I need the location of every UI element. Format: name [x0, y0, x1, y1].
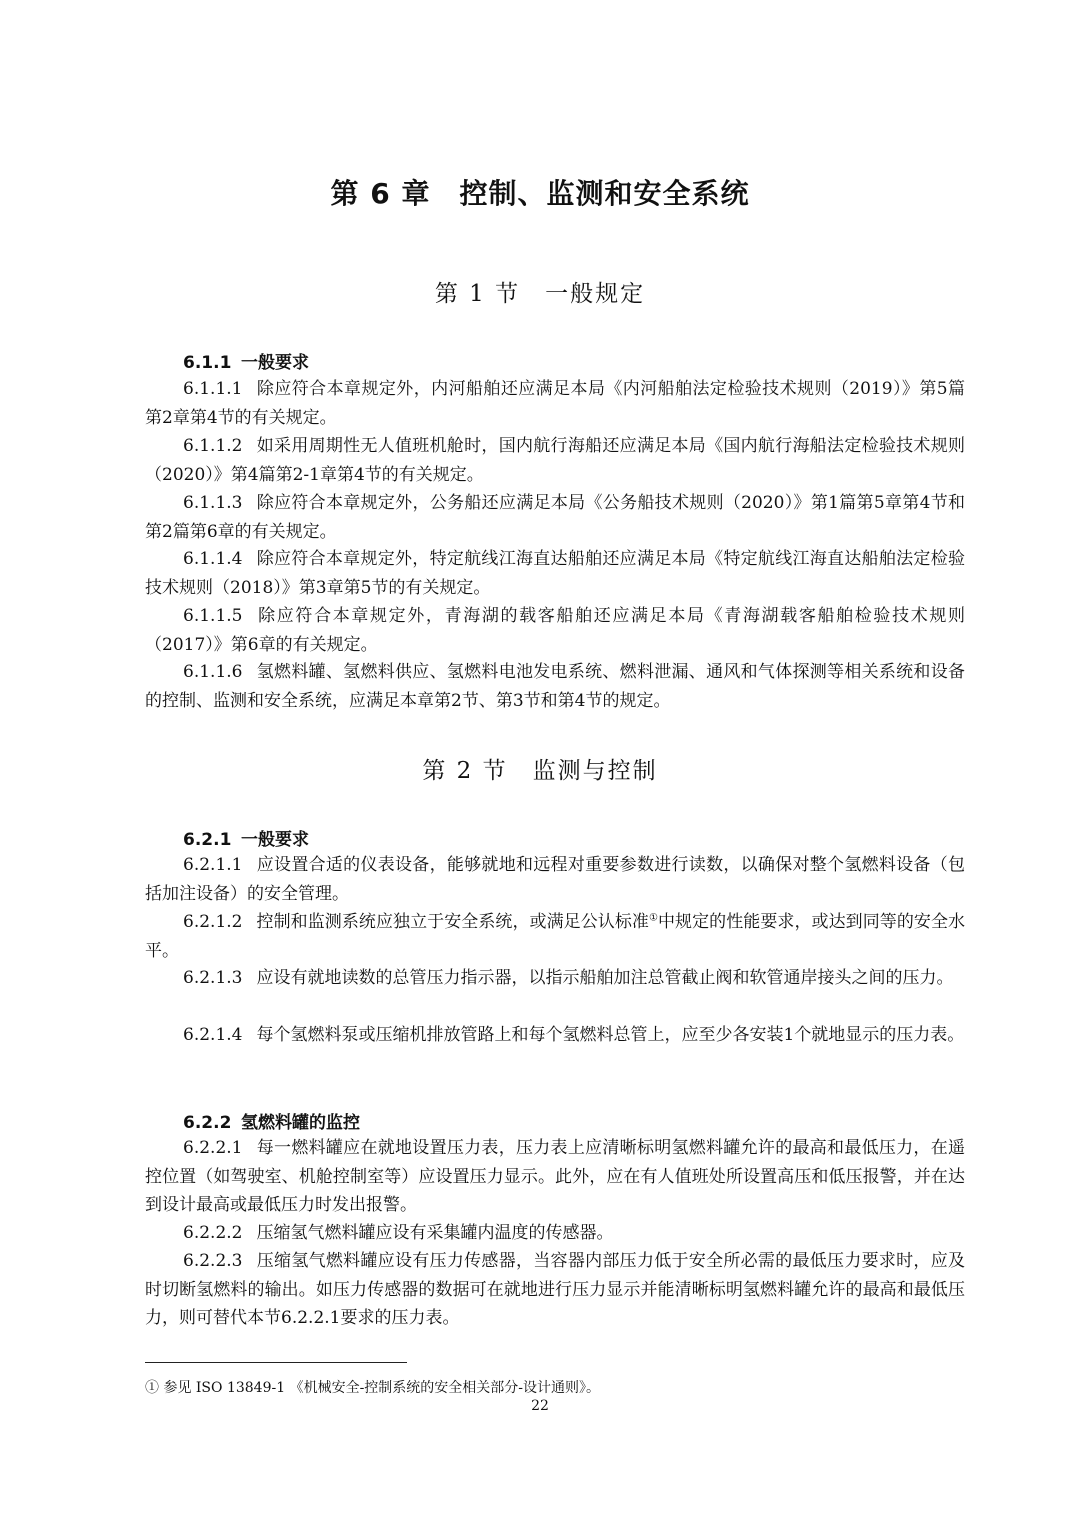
- subsection-number: 6.1.1: [183, 353, 232, 373]
- section-title: 第 1 节 一般规定: [434, 281, 646, 307]
- clause-paragraph: [145, 1247, 965, 1333]
- footnote-divider: [145, 1362, 407, 1363]
- clause-text: 氢燃料罐、氢燃料供应、氢燃料电池发电系统、燃料泄漏、通风和气体探测等相关系统和设备的控制、监测和安全系统，应满足本章第2节、第3节和第4节的规定。: [145, 662, 965, 711]
- clause-paragraph: [145, 1219, 965, 1248]
- clause-paragraph: [145, 602, 965, 659]
- clause-text: 压缩氢气燃料罐应设有采集罐内温度的传感器。: [256, 1223, 614, 1243]
- clause-paragraph: [145, 851, 965, 908]
- clause-paragraph: [145, 908, 965, 965]
- clause-text: 除应符合本章规定外，特定航线江海直达船舶还应满足本局《特定航线江海直达船舶法定检验技术规则（2018）》第3章第5节的有关规定。: [145, 549, 965, 598]
- clause-paragraph: [145, 964, 965, 993]
- clause-paragraph: [145, 545, 965, 602]
- clause-number: 6.1.1.1: [183, 379, 243, 399]
- clause-text: 除应符合本章规定外，青海湖的载客船舶还应满足本局《青海湖载客船舶检验技术规则（2017）》第6章的有关规定。: [145, 606, 965, 655]
- subsection-number: 6.2.1: [183, 830, 232, 850]
- clause-paragraph: [145, 432, 965, 489]
- clause-number: 6.2.2.2: [183, 1223, 243, 1243]
- chapter-title: 第 6 章 控制、监测和安全系统: [330, 177, 750, 210]
- clause-text: 中规定的性能要求，或达到同等的安全水平。: [145, 912, 966, 961]
- clause-paragraph: [145, 375, 965, 432]
- clause-number: 6.2.1.1: [183, 855, 243, 875]
- clause-paragraph: [145, 1021, 965, 1050]
- subsection-number: 6.2.2: [183, 1113, 232, 1133]
- clause-number: 6.1.1.5: [183, 606, 243, 626]
- clause-number: 6.1.1.3: [183, 493, 243, 513]
- footnote-reference[interactable]: ①: [648, 912, 658, 924]
- clause-text: 控制和监测系统应独立于安全系统，或满足公认标准: [256, 912, 649, 932]
- clause-number: 6.2.2.1: [183, 1138, 243, 1158]
- clause-text: 每一燃料罐应在就地设置压力表，压力表上应清晰标明氢燃料罐允许的最高和最低压力，在遥控位置（如驾驶室、机舱控制室等）应设置压力显示。此外，应在有人值班处所设置高压和低压报警，并在达到设计最高或最低压力时发出报警。: [145, 1138, 965, 1215]
- clause-text: 每个氢燃料泵或压缩机排放管路上和每个氢燃料总管上，应至少各安装1个就地显示的压力表。: [256, 1025, 965, 1045]
- clause-paragraph: [145, 1134, 965, 1220]
- subsection-heading: [183, 825, 309, 850]
- subsection-heading: [183, 348, 309, 373]
- subsection-heading: [183, 1108, 360, 1133]
- clause-text: 除应符合本章规定外，公务船还应满足本局《公务船技术规则（2020）》第1篇第5章第4节和第2篇第6章的有关规定。: [145, 493, 965, 542]
- section-title: 第 2 节 监测与控制: [422, 758, 658, 784]
- clause-paragraph: [145, 489, 965, 546]
- clause-number: 6.2.1.3: [183, 968, 243, 988]
- page-number: 22: [531, 1398, 549, 1414]
- subsection-title: 一般要求: [241, 353, 309, 373]
- clause-number: 6.2.1.2: [183, 912, 243, 932]
- clause-text: 压缩氢气燃料罐应设有压力传感器，当容器内部压力低于安全所必需的最低压力要求时，应及时切断氢燃料的输出。如压力传感器的数据可在就地进行压力显示并能清晰标明氢燃料罐允许的最高和最低压力，则可替代本节6.2.2.1要求的压力表。: [145, 1251, 965, 1328]
- footnote: ① 参见 ISO 13849-1 《机械安全-控制系统的安全相关部分-设计通则》。: [145, 1380, 601, 1396]
- subsection-title: 氢燃料罐的监控: [241, 1113, 360, 1133]
- clause-number: 6.2.1.4: [183, 1025, 243, 1045]
- clause-text: 应设有就地读数的总管压力指示器，以指示船舶加注总管截止阀和软管通岸接头之间的压力。: [256, 968, 954, 988]
- clause-number: 6.1.1.4: [183, 549, 243, 569]
- clause-number: 6.2.2.3: [183, 1251, 243, 1271]
- clause-text: 除应符合本章规定外，内河船舶还应满足本局《内河船舶法定检验技术规则（2019）》第5篇第2章第4节的有关规定。: [145, 379, 965, 428]
- clause-text: 如采用周期性无人值班机舱时，国内航行海船还应满足本局《国内航行海船法定检验技术规则（2020）》第4篇第2-1章第4节的有关规定。: [145, 436, 965, 485]
- clause-number: 6.1.1.2: [183, 436, 243, 456]
- clause-text: 应设置合适的仪表设备，能够就地和远程对重要参数进行读数，以确保对整个氢燃料设备（包括加注设备）的安全管理。: [145, 855, 965, 904]
- subsection-title: 一般要求: [241, 830, 309, 850]
- clause-number: 6.1.1.6: [183, 662, 243, 682]
- clause-paragraph: [145, 658, 965, 715]
